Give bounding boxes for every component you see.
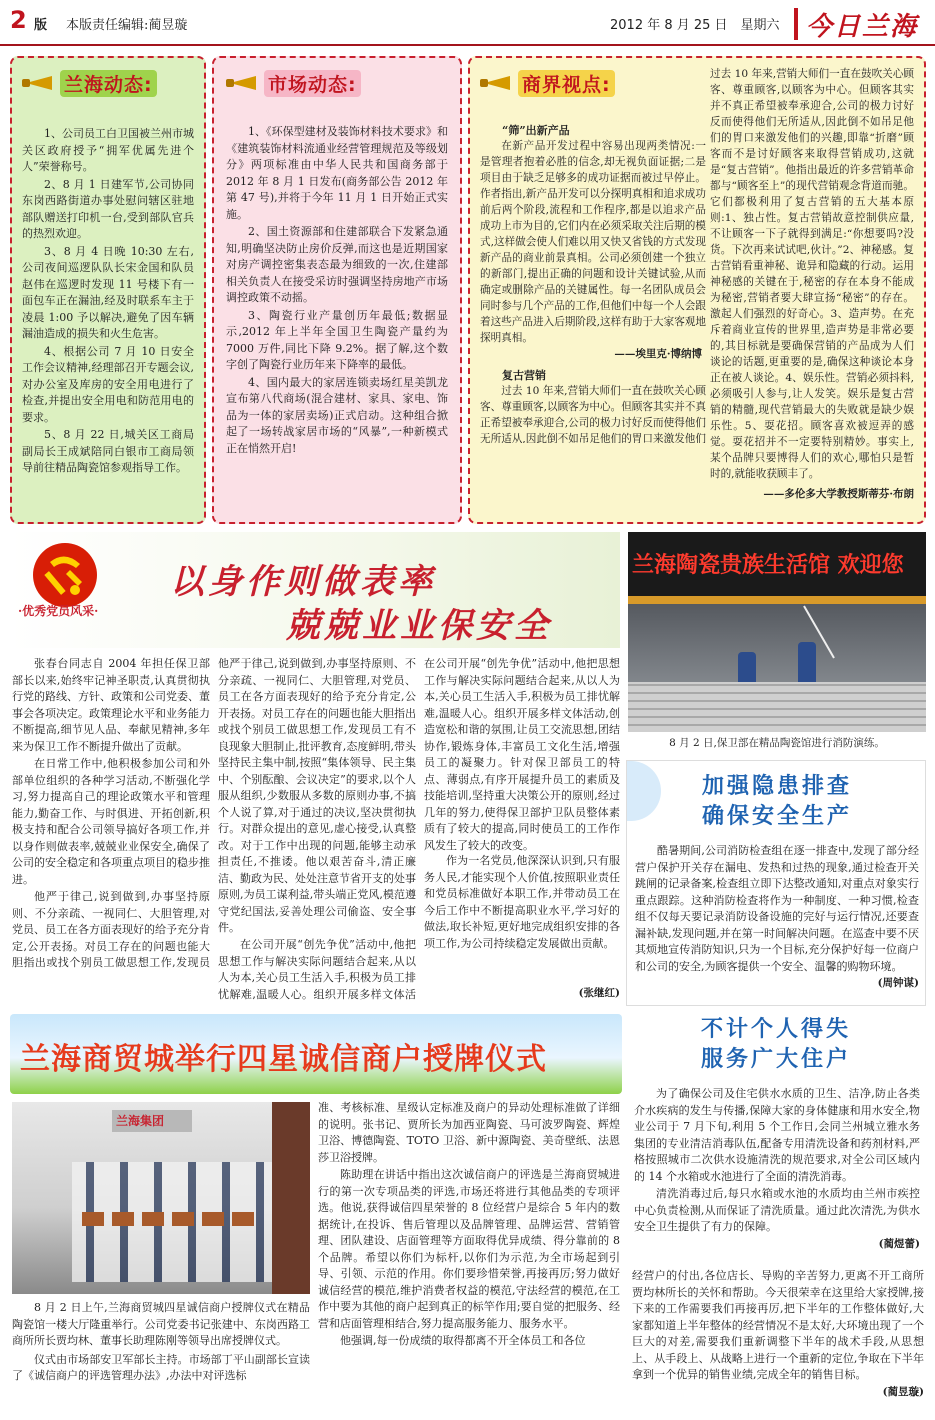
ceremony-photo-caption xyxy=(12,1300,310,1385)
ceremony-caption: 8 月 2 日上午,兰海商贸城四星诚信商户授牌仪式在精品陶瓷馆一楼大厅隆重举行。公司党委书记张建中、东岗西路工商所所长贾均林、董事长助理陈刚等领导出席授牌仪式。 xyxy=(12,1301,310,1347)
page-number: 2 xyxy=(10,6,27,34)
water-body xyxy=(634,1086,920,1251)
fire-drill-caption: 8 月 2 日,保卫部在精品陶瓷馆进行消防演练。 xyxy=(669,737,885,749)
market-body xyxy=(226,124,448,457)
business-sub1: “筛”出新产品 xyxy=(502,124,570,137)
safety-headline-1: 加强隐患排查 xyxy=(701,774,852,799)
safety-article xyxy=(626,760,926,1006)
ceremony-banner xyxy=(10,1014,622,1094)
party-col-1 xyxy=(12,656,210,1004)
safety-headline-2: 确保安全生产 xyxy=(701,804,852,829)
page-label: 版 xyxy=(34,18,48,33)
market-title: 市场动态: xyxy=(264,70,361,97)
ceremony-photo xyxy=(12,1102,310,1294)
water-para: 清洗消毒过后,每只水箱或水池的水质均由兰州市疾控中心负责检测,从而保证了清洗质量。通过此次清洗,为供水安全卫生提供了有力的保障。 xyxy=(634,1187,920,1233)
party-para: 作为一名党员,他深深认识到,只有服务人民,才能实现个人价值,按照职业责任和党员标准做好本职工作,并带动员工在今后工作中不断提高职业水平,学习好的做法,取长补短,更好地完成组织安排的各项工作,为公司持续稳定发展做出贡献。 xyxy=(424,854,620,950)
award-plaques xyxy=(82,1212,262,1226)
photo-sign-text: 兰海集团 xyxy=(116,1114,165,1128)
ceremony-para: 他强调,每一份成绩的取得都离不开全体员工和各位 xyxy=(340,1334,586,1347)
party-para: 在日常工作中,他积极参加公司和外部单位组织的各种学习活动,不断强化学习,努力提高自己的理论政策水平和管理能力,勤奋工作、与时俱进、开拓创新,积极支持和配合公司领导搞好各项工作,并以身作则做表率,兢兢业业保安全,确保了公司的安全稳定和各项重点项目的稳步推进。 xyxy=(12,757,210,886)
trumpet-icon xyxy=(22,73,56,93)
market-item: 1、《环保型建材及装饰材料技术要求》和《建筑装饰材料流通业经营管理规范及等级划分》两项标准由中华人民共和国商务部于 2012 年 8 月 1 日发布(商务部公告 2012 年第 47 号),并将于今年 11 月 1 日开始正式实施。 xyxy=(226,125,448,221)
ceremony-para: 仪式由市场部安卫军部长主持。市场部丁平山副部长宣读了《诚信商户的评选管理办法》,办法中对评选标 xyxy=(12,1352,310,1382)
party-para: 他严于律己,说到做到,办事坚持原则、不分亲疏、一视同仁、大胆管理,对党员、员工在各方面表现好的给予充分肯定,公开表扬。对员工存在的问题也能大胆指出或找个别员工做思想工作,发现员 xyxy=(12,890,210,969)
lanhai-item: 5、8 月 22 日,城关区工商局副局长王成斌陪同白银市工商局领导前往精品陶瓷馆参观指导工作。 xyxy=(22,428,194,474)
party-col-3 xyxy=(424,656,620,1004)
trumpet-icon xyxy=(226,73,260,93)
led-sign xyxy=(628,532,926,596)
trumpet-icon xyxy=(480,73,514,93)
party-tag: ·优秀党员风采· xyxy=(18,604,99,618)
water-para: 为了确保公司及住宅供水水质的卫生、洁净,防止各类介水疾病的发生与传播,保障大家的身体健康和用水安全,物业公司于 7 月下旬,利用 5 个工作日,会同兰州城立雅水务集团的专业清洁消毒队伍,配备专用清洗设备和药剂材料,严格按照城市二次供水设施清洗的规范要求,对全公司区域内的 14 个水箱或水池进行了全面的清洗消毒。 xyxy=(634,1087,920,1183)
water-headline-1: 不计个人得失 xyxy=(700,1017,851,1042)
led-sign-text: 兰海陶瓷贵族生活馆 欢迎您 xyxy=(632,553,904,578)
market-item: 2、国土资源部和住建部联合下发紧急通知,明确坚决防止房价反弹,而这也是近期国家对房产调控密集表态最为细致的一次,住建部相关负责人在接受采访时强调坚持房地产市场调控政策不动摇。 xyxy=(226,225,448,304)
party-col-2 xyxy=(218,656,416,1004)
safety-para: 酷暑期间,公司消防检查组在逐一排查中,发现了部分经营户保护开关存在漏电、发热和过热的现象,通过检查开关跳闸的记录备案,检查组立即下达整改通知,对重点对象实行重点跟踪。这种消防检查将作为一种制度、一种习惯,检查组不仅每天要记录消防设备设施的完好与运行情况,还要查漏补缺,发现问题,并在第一时间解决问题。在巡查中要不厌其烦地宣传消防知识,只为一个目标,充分保护好每一位商户和公司的安全,为顾客提供一个安全、温馨的购物环境。 xyxy=(635,844,919,973)
party-author: (张继红) xyxy=(578,987,620,999)
lanhai-item: 4、根据公司 7 月 10 日安全工作会议精神,经理部召开专题会议,对办公室及库房的安全用电进行了检查,并提出安全用电和防范用电的要求。 xyxy=(22,344,194,424)
business-para: 过去 10 年来,营销大师们一直在鼓吹关心顾客、尊重顾客,以顾客为中心。但顾客其实并不真正希望被奉承迎合,公司的极力讨好反而使得他们无所适从,因此倒不如吊足他们的胃口来激发他们 xyxy=(480,385,706,443)
issue-date: 2012 年 8 月 25 日 星期六 xyxy=(610,18,780,33)
market-news-box xyxy=(212,56,462,524)
business-author2: ——多伦多大学教授斯蒂芬·布朗 xyxy=(763,488,914,500)
water-article xyxy=(626,1012,926,1262)
lanhai-title: 兰海动态: xyxy=(60,70,157,97)
ceremony-para: 陈助理在讲话中指出这次诚信商户的评选是兰海商贸城进行的第一次专项品类的评选,市场还将进行其他品类的专项评选。他说,获得诚信四星荣誉的 8 位经营户是综合 5 年内的数据统计,在投诉、售后管理以及品牌管理、品牌运营、营销管理、团队建设、店面管理等方面取得优异成绩、得分靠前的 8 个品牌。希望以你们为标杆,以你们为示范,为全市场起到引导、引领、示范的作用。你们要珍惜荣誉,再接再厉;努力做好诚信经营的模范,维护消费者权益的模范,守法经营的模范,在工作中要为其他的商户起到真正的标竿作用;要自觉的把服务、经营和店面管理相结合,努力提高服务能力、服务水平。 xyxy=(318,1168,620,1330)
stairs xyxy=(628,682,926,732)
editor-line: 本版责任编辑:蔺昱璇 xyxy=(66,18,188,33)
business-title-row xyxy=(480,66,706,100)
market-title-row xyxy=(226,66,448,100)
ceremony-para: 经营户的付出,各位店长、导购的辛苦努力,更离不开工商所贾均林所长的关怀和帮助。今天很荣幸在这里给大家授牌,接下来的工作需要我们再接再厉,把下半年的工作整体做好,大家都知道上半年整体的经营情况不是太好,大环境出现了一个巨大的对差,需要我们重新调整下半年的战术手段,从思想上、从手段上、从战略上进行一个重新的定位,争取在下半年拿到一个优异的销售业绩,完成全年的销售目标。 xyxy=(632,1269,924,1381)
fire-drill-photo xyxy=(628,532,926,732)
water-author: (蔺煜蕾) xyxy=(878,1237,920,1250)
business-author1: ——埃里克·博纳博 xyxy=(614,348,702,360)
business-title: 商界视点: xyxy=(518,70,615,97)
business-view-box xyxy=(468,56,926,524)
market-item: 3、陶瓷行业产量创历年最低;数据显示,2012 年上半年全国卫生陶瓷产量约为 7000 万件,同比下降 9.2%。据了解,这个数字创了陶瓷行业历年来下降率的最低。 xyxy=(226,308,448,371)
party-para-cont: 他严于律己,说到做到,办事坚持原则、不分亲疏、一视同仁、大胆管理,对党员、员工在各方面表现好的给予充分肯定,公开表扬。对员工存在的问题也能大胆指出或找个别员工做思想工作,发现员工有不良现象大胆制止,批评教育,态度鲜明,带头坚持民主集中制,按照“集体领导、民主集中、个别酝酿、会议决定”的要求,以个人服从组织,少数服从多数的原则办事,不搞个人说了算,对于通过的决议,坚决贯彻执行。对群众提出的意见,虚心接受,认真整改。对于工作中出现的问题,能够主动承担责任,不推诿。他以艰苦奋斗,清正廉洁、勤政为民、处处注意节省开支的处事原则,为员工谋利益,带头端正党风,模范遵守党纪国法,妥善处理公司偷盗、安全事件。 xyxy=(218,657,416,934)
water-headline-2: 服务广大住户 xyxy=(700,1047,851,1072)
party-para: 在公司开展“创先争优”活动中,他把思想工作与解决实际问题结合起来,从以人为本,关心员工生活入手,积极为员工排忧解难,温暖人心。组织开展多样文体活 xyxy=(218,938,416,1001)
market-item: 4、国内最大的家居连锁卖场红星美凯龙宣布第八代商场(混合建材、家具、家电、饰品为一体的家居卖场)正式启动。这种组合掀起了一场转战家居市场的“风暴”,一种新模式正在悄然开启! xyxy=(226,375,448,455)
ceremony-headline: 兰海商贸城举行四星诚信商户授牌仪式 xyxy=(20,1042,547,1077)
lanhai-item: 2、8 月 1 日建军节,公司协同东岗西路街道办事处慰问辖区驻地部队赠送打印机一台,受到部队官兵的热烈欢迎。 xyxy=(22,177,194,240)
lanhai-item: 3、8 月 4 日晚 10:30 左右,公司夜间巡逻队队长宋金国和队员赵伟在巡逻时发现 11 号楼下有一面包车正在漏油,经及时联系车主于凌晨 1:00 予以解决,避免了因车辆漏油造成的损失和火生危害。 xyxy=(22,244,194,340)
business-col-left xyxy=(480,66,706,516)
lanhai-title-row xyxy=(22,66,194,100)
safety-author: (周钟谋) xyxy=(877,977,919,989)
party-emblem-icon xyxy=(30,540,100,610)
wooden-panel xyxy=(272,1102,310,1294)
party-headline-1: 以身作则做表率 xyxy=(170,562,436,602)
awning xyxy=(628,596,926,604)
safety-body xyxy=(635,843,919,990)
lanhai-item: 1、公司员工白卫国被兰州市城关区政府授予“拥军优属先进个人”荣誉称号。 xyxy=(22,127,194,173)
party-banner xyxy=(10,532,620,648)
header-divider xyxy=(794,8,798,40)
lanhai-news-box xyxy=(10,56,206,524)
party-headline-2: 兢兢业业保安全 xyxy=(286,606,552,646)
business-sub2: 复古营销 xyxy=(502,369,546,382)
ceremony-author: (蔺昱璇) xyxy=(882,1385,924,1398)
ceremony-col-right xyxy=(632,1268,924,1418)
business-para: 在新产品开发过程中容易出现两类情况:一是管理者抱着必胜的信念,却无视负面证据;二是项目由于缺乏足够多的成功证据而被过早停止。作者指出,新产品开发可以分探明真相和追求成功前后两个阶段,流程和工作程序,都是以追求产品成功上市为目的,它们内在必须采取关注后期的模式,这样做会使人们难以用又快又省钱的方式发现新产品的商业前景真相。公司必须创建一个独立的新部门,提出正确的问题和设计关键试验,从而确定或删除产品的关键属性。每一名团队成员会同时参与几个产品的工作,但他们中每一个人会跟着这些产品进入后期阶段,这样有助于大家客观地探明真相。 xyxy=(480,140,706,344)
business-col-right xyxy=(710,66,914,516)
page-header xyxy=(0,0,935,46)
lanhai-body xyxy=(22,126,194,477)
business-para-cont: 过去 10 年来,营销大师们一直在鼓吹关心顾客、尊重顾客,以顾客为中心。但顾客其实并不真正希望被奉承迎合,公司的极力讨好反而使得他们无所适从,因此倒不如吊足他们的胃口来激发他们的兴趣,即靠“折磨”顾客而不是讨好顾客来取得营销成功,这就是“复古营销”。他指出最近的许多营销革命都与“顾客至上”的现代营销观念背道而驰。它们都极利用了复古营销的五大基本原则:1、独占性。复古营销故意控制供应量,不让顾客一下子就得到满足:“你想要吗?没货。下次再来试试吧,伙计。”2、神秘感。复古营销看重神秘、诡异和隐藏的行动。运用神秘感的关键在于,秘密的存在本身不能成为秘密,营销者要大肆宣扬“秘密”的存在。激起人们强烈的好奇心。3、造声势。在充斥着商业宣传的世界里,造声势是非常必要的,其目标就是要确保营销的产品成为人们谈论的话题,更重要的是,确保这种谈论本身正在被人谈论。4、娱乐性。营销必须抖料,必须吸引人参与,让人发笑。娱乐是复古营销的精髓,现代营销最大的失败就是缺少娱乐性。5、耍花招。顾客喜欢被逗弄的感觉。耍花招并不一定要特别精妙。事实上,某个品牌只要博得人们的欢心,哪怕只是暂时的,就能收获顾丰了。 xyxy=(710,68,914,480)
ceremony-para: 准、考核标准、星级认定标准及商户的异动处理标准做了详细的说明。张书记、贾所长为加西亚陶瓷、马可波罗陶瓷、辉煌卫浴、博德陶瓷、TOTO 卫浴、新中源陶瓷、美奇壁纸、法恩莎卫浴授牌。 xyxy=(318,1101,620,1164)
party-para-cont: 在公司开展“创先争优”活动中,他把思想工作与解决实际问题结合起来,从以人为本,关心员工生活入手,积极为员工排忧解难,温暖人心。组织开展多样文体活动,创造宽松和谐的氛围,让员工交流思想,团结协作,锻炼身体,丰富员工文化生活,增强员工的凝聚力。针对保卫部员工的特点、薄弱点,有序开展提升员工的素质及技能培训,坚持重大决策公开的原则,经过几年的努力,使得保卫部护卫队员整体素质有了较大的提高,同时使员工的工作作风发生了较大的改变。 xyxy=(424,657,620,852)
masthead-logo: 今日兰海 xyxy=(806,12,919,42)
party-para: 张春台同志自 2004 年担任保卫部部长以来,始终牢记神圣职责,认真贯彻执行党的路线、方针、政策和公司党委、董事会各项决定。政策理论水平和业务能力不断提高,细节见人品、奉献见精神,多年来为保卫工作不断提升做出了贡献。 xyxy=(12,657,210,753)
ceremony-col-mid xyxy=(318,1100,620,1416)
